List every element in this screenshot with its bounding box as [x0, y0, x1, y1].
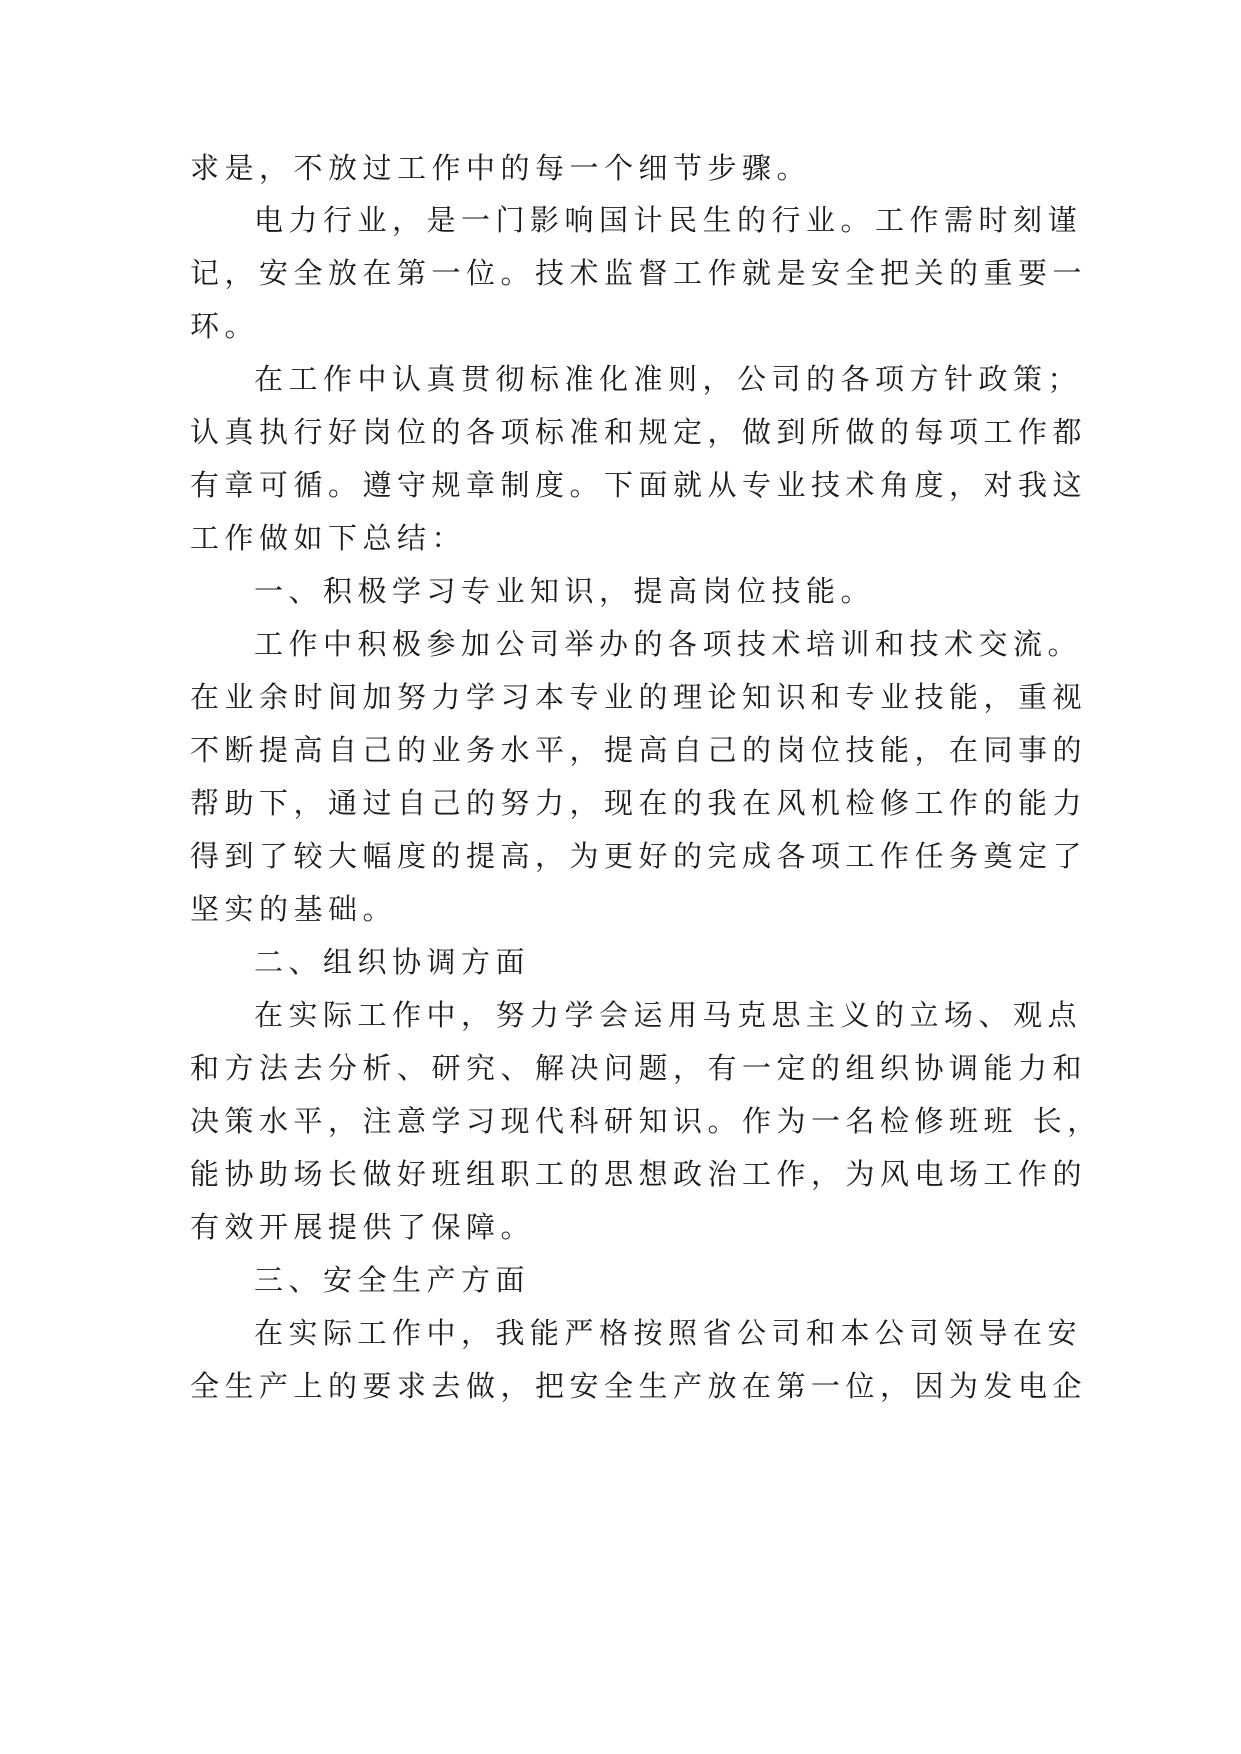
text-line: 全生产上的要求去做，把安全生产放在第一位，因为发电企	[190, 1369, 1088, 1403]
text-line: 在工作中认真贯彻标准化准则，公司的各项方针政策；	[254, 362, 1083, 396]
text-line: 工作中积极参加公司举办的各项技术培训和技术交流。	[254, 627, 1083, 661]
section-heading: 二、组织协调方面	[254, 945, 531, 979]
text-line: 决策水平，注意学习现代科研知识。作为一名检修班班 长，	[190, 1104, 1102, 1138]
section-heading: 一、积极学习专业知识，提高岗位技能。	[254, 574, 876, 608]
text-line: 电力行业，是一门影响国计民生的行业。工作需时刻谨	[254, 203, 1083, 237]
text-line: 能协助场长做好班组职工的思想政治工作，为风电场工作的	[190, 1157, 1088, 1191]
text-line: 求是，不放过工作中的每一个细节步骤。	[190, 151, 812, 185]
text-line: 和方法去分析、研究、解决问题，有一定的组织协调能力和	[190, 1051, 1088, 1085]
text-line: 环。	[190, 309, 260, 343]
text-line: 认真执行好岗位的各项标准和规定，做到所做的每项工作都	[190, 415, 1088, 449]
section-heading: 三、安全生产方面	[254, 1263, 531, 1297]
text-line: 不断提高自己的业务水平，提高自己的岗位技能，在同事的	[190, 733, 1088, 767]
text-line: 记，安全放在第一位。技术监督工作就是安全把关的重要一	[190, 256, 1088, 290]
text-line: 坚实的基础。	[190, 892, 398, 926]
text-line: 在业余时间加努力学习本专业的理论知识和专业技能，重视	[190, 680, 1088, 714]
text-line: 帮助下，通过自己的努力，现在的我在风机检修工作的能力	[190, 786, 1088, 820]
text-line: 有效开展提供了保障。	[190, 1210, 536, 1244]
text-line: 得到了较大幅度的提高，为更好的完成各项工作任务奠定了	[190, 839, 1088, 873]
text-line: 在实际工作中，努力学会运用马克思主义的立场、观点	[254, 998, 1083, 1032]
text-line: 有章可循。遵守规章制度。下面就从专业技术角度，对我这	[190, 468, 1088, 502]
text-line: 工作做如下总结：	[190, 521, 467, 555]
text-line: 在实际工作中，我能严格按照省公司和本公司领导在安	[254, 1316, 1083, 1350]
